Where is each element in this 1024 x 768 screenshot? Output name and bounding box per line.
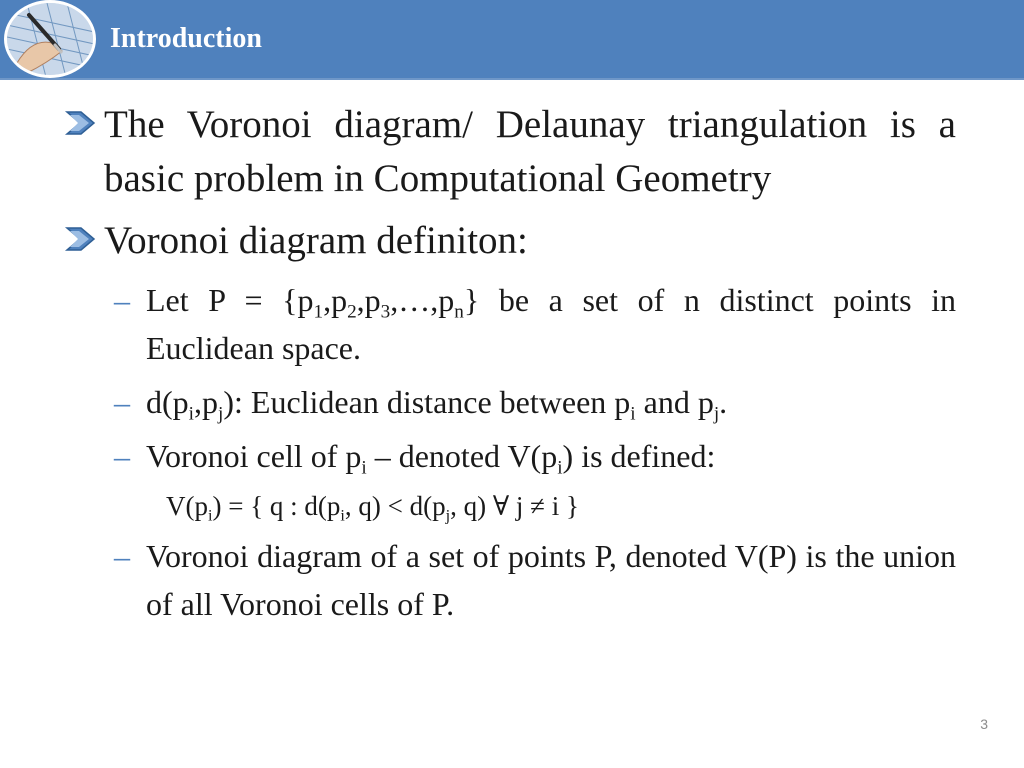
bullet-item — [64, 98, 956, 206]
logo-icon — [4, 0, 96, 78]
formula-line: $V(p_i)$ = { q : $d(p_i$, $q) < d(p_j$, q) ∀ j ≠ i } — [166, 491, 579, 525]
bullet-text: The Voronoi diagram/ Delaunay triangulation is a basic problem in Computational Geometry — [104, 103, 956, 200]
header-bar — [0, 0, 1024, 80]
dash-bullet: – — [114, 384, 130, 420]
bullet-text: Voronoi diagram definiton: — [104, 219, 528, 262]
chevron-bullet-icon — [64, 226, 98, 252]
chevron-bullet-icon — [64, 110, 98, 136]
page-title: Introduction — [110, 23, 262, 54]
bullet-item — [64, 214, 956, 268]
page-number: 3 — [980, 716, 988, 732]
sub-bullet-item — [64, 532, 956, 628]
dash-bullet: – — [114, 538, 130, 574]
sub-bullet-text: Voronoi diagram of a set of points P, denoted V(P) is the union of all Voronoi cells of P. — [146, 538, 956, 622]
dash-bullet: – — [114, 282, 130, 318]
sub-bullet-item — [64, 432, 956, 480]
sub-bullet-text: Voronoi cell of $p_i$ – denoted $V(p_i)$ is defined: — [146, 438, 716, 479]
sub-bullet-item — [64, 276, 956, 372]
sub-bullet-text: Let $P = \{p_1,p_2,p_3,\dots,p_n\}$ be a set of n distinct points in Euclidean space. — [146, 282, 957, 366]
dash-bullet: – — [114, 438, 130, 474]
sub-bullet-item — [64, 378, 956, 426]
slide-content — [64, 98, 956, 634]
sub-bullet-text: $d(p_i,p_j)$: Euclidean distance between $p_i$ and $p_j$. — [146, 384, 728, 425]
